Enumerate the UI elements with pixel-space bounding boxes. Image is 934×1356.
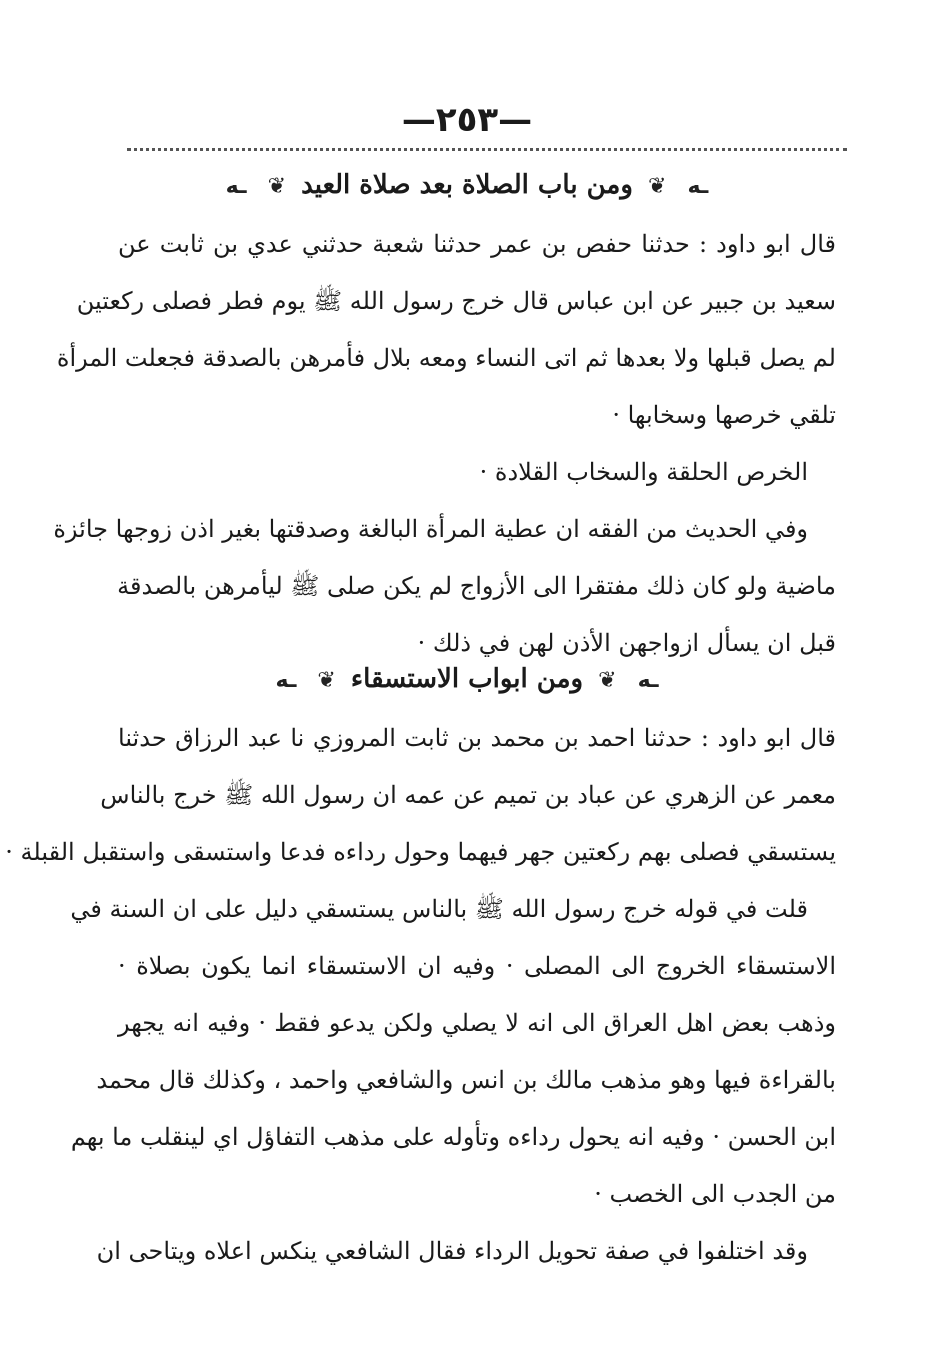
text-line: وذهب بعض اهل العراق الى انه لا يصلي ولكن يدعو فقط · وفيه انه يجهر <box>118 1009 836 1037</box>
text-line: تلقي خرصها وسخابها · <box>612 401 836 429</box>
section-body-1 <box>53 216 836 672</box>
text-line: يستسقي فصلى بهم ركعتين جهر فيهما وحول رداءه فدعا واستسقى واستقبل القبلة · <box>5 838 836 866</box>
text-line: بالقراءة فيها وهو مذهب مالك بن انس والشافعي واحمد ، وكذلك قال محمد <box>96 1066 836 1094</box>
section-heading-text: ومن باب الصلاة بعد صلاة العيد <box>301 170 633 200</box>
header-rule <box>127 148 847 151</box>
text-line: وقد اختلفوا في صفة تحويل الرداء فقال الشافعي ينكس اعلاه ويتاحى ان <box>96 1237 808 1265</box>
flourish-icon: ❦ <box>267 174 287 199</box>
text-line: معمر عن الزهري عن عباد بن تميم عن عمه ان رسول الله ﷺ خرج بالناس <box>100 781 836 809</box>
section-body-2 <box>5 710 836 1280</box>
section-heading-2 <box>0 654 934 704</box>
text-line: قلت في قوله خرج رسول الله ﷺ بالناس يستسقي دليل على ان السنة في <box>70 895 808 923</box>
flourish-icon: ❦ <box>647 174 667 199</box>
text-line: قال ابو داود : حدثنا احمد بن محمد بن ثابت المروزي نا عبد الرزاق حدثنا <box>118 724 836 752</box>
text-line: الخرص الحلقة والسخاب القلادة · <box>479 458 808 486</box>
ornament-right-icon: ـه <box>687 174 709 199</box>
text-line: من الجدب الى الخصب · <box>594 1180 836 1208</box>
text-line: قال ابو داود : حدثنا حفص بن عمر حدثنا شعبة حدثني عدي بن ثابت عن <box>118 230 836 258</box>
ornament-left-icon: ـه <box>225 174 247 199</box>
section-heading-text: ومن ابواب الاستسقاء <box>350 664 584 694</box>
text-line: وفي الحديث من الفقه ان عطية المرأة البالغة وصدقتها بغير اذن زوجها جائزة <box>53 515 808 543</box>
text-line: قبل ان يسأل ازواجهن الأذن لهن في ذلك · <box>417 629 836 657</box>
text-line: ماضية ولو كان ذلك مفتقرا الى الأزواج لم يكن صلى ﷺ ليأمرهن بالصدقة <box>117 572 836 600</box>
text-line: ابن الحسن · وفيه انه يحول رداءه وتأوله على مذهب التفاؤل اي لينقلب ما بهم <box>70 1123 836 1151</box>
ornament-left-icon: ـه <box>275 668 297 693</box>
flourish-icon: ❦ <box>598 668 617 693</box>
flourish-icon: ❦ <box>317 668 336 693</box>
text-line: سعيد بن جبير عن ابن عباس قال خرج رسول الله ﷺ يوم فطر فصلى ركعتين <box>76 287 836 315</box>
ornament-right-icon: ـه <box>637 668 659 693</box>
section-heading-1 <box>0 160 934 210</box>
text-line: الاستسقاء الخروج الى المصلى · وفيه ان الاستسقاء انما يكون بصلاة · <box>118 952 836 980</box>
text-line: لم يصل قبلها ولا بعدها ثم اتى النساء ومعه بلال فأمرهن بالصدقة فجعلت المرأة <box>56 344 836 372</box>
page-number: —٢٥٣— <box>401 100 533 140</box>
